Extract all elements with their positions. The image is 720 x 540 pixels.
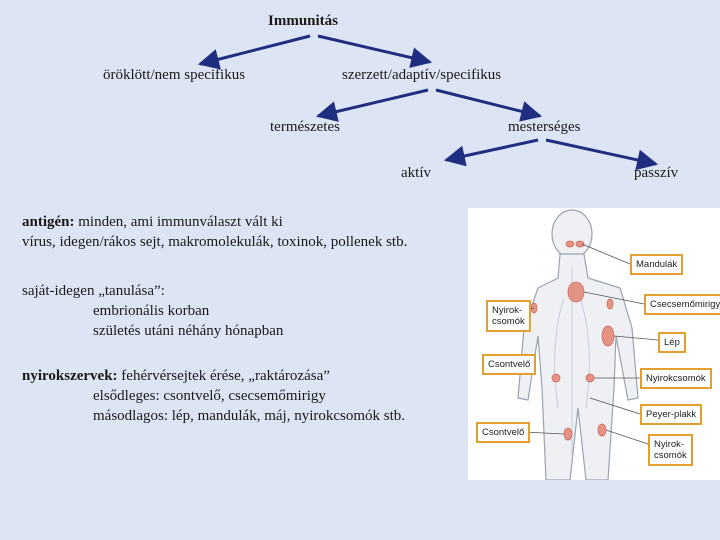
tree-node-natural: természetes — [270, 119, 340, 135]
self-line-postnatal: születés utáni néhány hónapban — [93, 323, 284, 339]
lymph-definition: fehérvérsejtek érése, „raktározása” — [117, 368, 330, 384]
antigen-block — [22, 212, 407, 252]
antigen-term: antigén: — [22, 214, 75, 230]
arrow-artificial-active — [446, 140, 538, 160]
self-heading: saját-idegen „tanulása”: — [22, 283, 165, 299]
label-bone-marrow-bottom: Csontvelő — [476, 422, 530, 443]
lymph-term: nyirokszervek: — [22, 368, 118, 384]
antigen-definition: minden, ami immunválaszt vált ki — [74, 214, 283, 230]
label-peyer-patch: Peyer-plakk — [640, 404, 702, 425]
arrow-adaptive-artificial — [436, 90, 540, 116]
self-learning-block — [22, 281, 283, 341]
tree-node-adaptive: szerzett/adaptív/specifikus — [342, 67, 502, 83]
tree-node-passive: passzív — [634, 165, 679, 181]
label-spleen: Lép — [658, 332, 686, 353]
antigen-examples: vírus, idegen/rákos sejt, makromolekulák, toxinok, pollenek stb. — [22, 234, 408, 250]
label-thymus: Csecsemőmirigy — [644, 294, 720, 315]
label-lymph-nodes-left: Nyirok- csomók — [486, 300, 531, 332]
tree-root: Immunitás — [268, 13, 339, 29]
lymphatic-system-figure — [468, 208, 720, 480]
label-lymph-nodes-bottom: Nyirok- csomók — [648, 434, 693, 466]
label-tonsils: Mandulák — [630, 254, 683, 275]
lymph-organs-block — [22, 366, 405, 426]
arrow-root-innate — [200, 36, 310, 64]
lymph-primary: elsődleges: csontvelő, csecsemőmirigy — [93, 388, 326, 404]
label-bone-marrow-left: Csontvelő — [482, 354, 536, 375]
tree-node-innate: öröklött/nem specifikus — [103, 67, 246, 83]
self-line-embryonic: embrionális korban — [93, 303, 210, 319]
lymph-secondary: másodlagos: lép, mandulák, máj, nyirokcsomók stb. — [93, 408, 406, 424]
tree-node-active: aktív — [401, 165, 431, 181]
label-lymph-nodes-right: Nyirokcsomók — [640, 368, 712, 389]
arrow-artificial-passive — [546, 140, 656, 164]
arrow-root-adaptive — [318, 36, 430, 62]
arrow-adaptive-natural — [318, 90, 428, 116]
tree-node-artificial: mesterséges — [508, 119, 581, 135]
tree-arrows — [0, 0, 720, 200]
